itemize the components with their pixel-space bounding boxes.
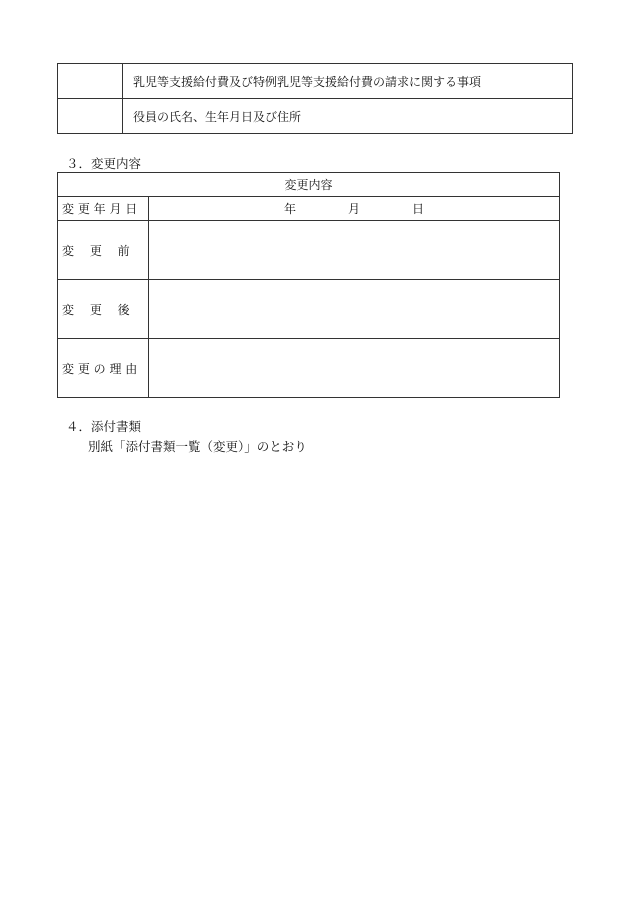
month-label: 月	[347, 202, 360, 216]
year-label: 年	[283, 202, 296, 216]
day-label: 日	[412, 202, 425, 216]
table-row	[58, 99, 573, 134]
section4-heading: ４．添付書類	[66, 419, 142, 434]
change-date-label: 変 更 年 月 日	[58, 197, 149, 221]
attachments-note: 別紙「添付書類一覧（変更）」のとおり	[88, 439, 307, 454]
table-row	[58, 64, 573, 99]
table-header-row	[58, 173, 560, 197]
before-label: 変 更 前	[58, 221, 149, 280]
change-details-table	[57, 172, 560, 398]
after-label: 変 更 後	[58, 280, 149, 339]
after-field[interactable]	[149, 280, 560, 339]
section3-heading: ３．変更内容	[66, 156, 142, 171]
before-row	[58, 221, 560, 280]
reason-row	[58, 339, 560, 398]
matter-cell: 乳児等支援給付費及び特例乳児等支援給付費の請求に関する事項	[123, 64, 573, 99]
date-row	[58, 197, 560, 221]
reason-field[interactable]	[149, 339, 560, 398]
reason-label: 変 更 の 理 由	[58, 339, 149, 398]
before-field[interactable]	[149, 221, 560, 280]
after-row	[58, 280, 560, 339]
row-number-cell	[58, 64, 123, 99]
change-table-header: 変更内容	[58, 173, 560, 197]
change-date-field[interactable]	[149, 197, 560, 221]
matters-table	[57, 63, 573, 134]
row-number-cell	[58, 99, 123, 134]
matter-cell: 役員の氏名、生年月日及び住所	[123, 99, 573, 134]
